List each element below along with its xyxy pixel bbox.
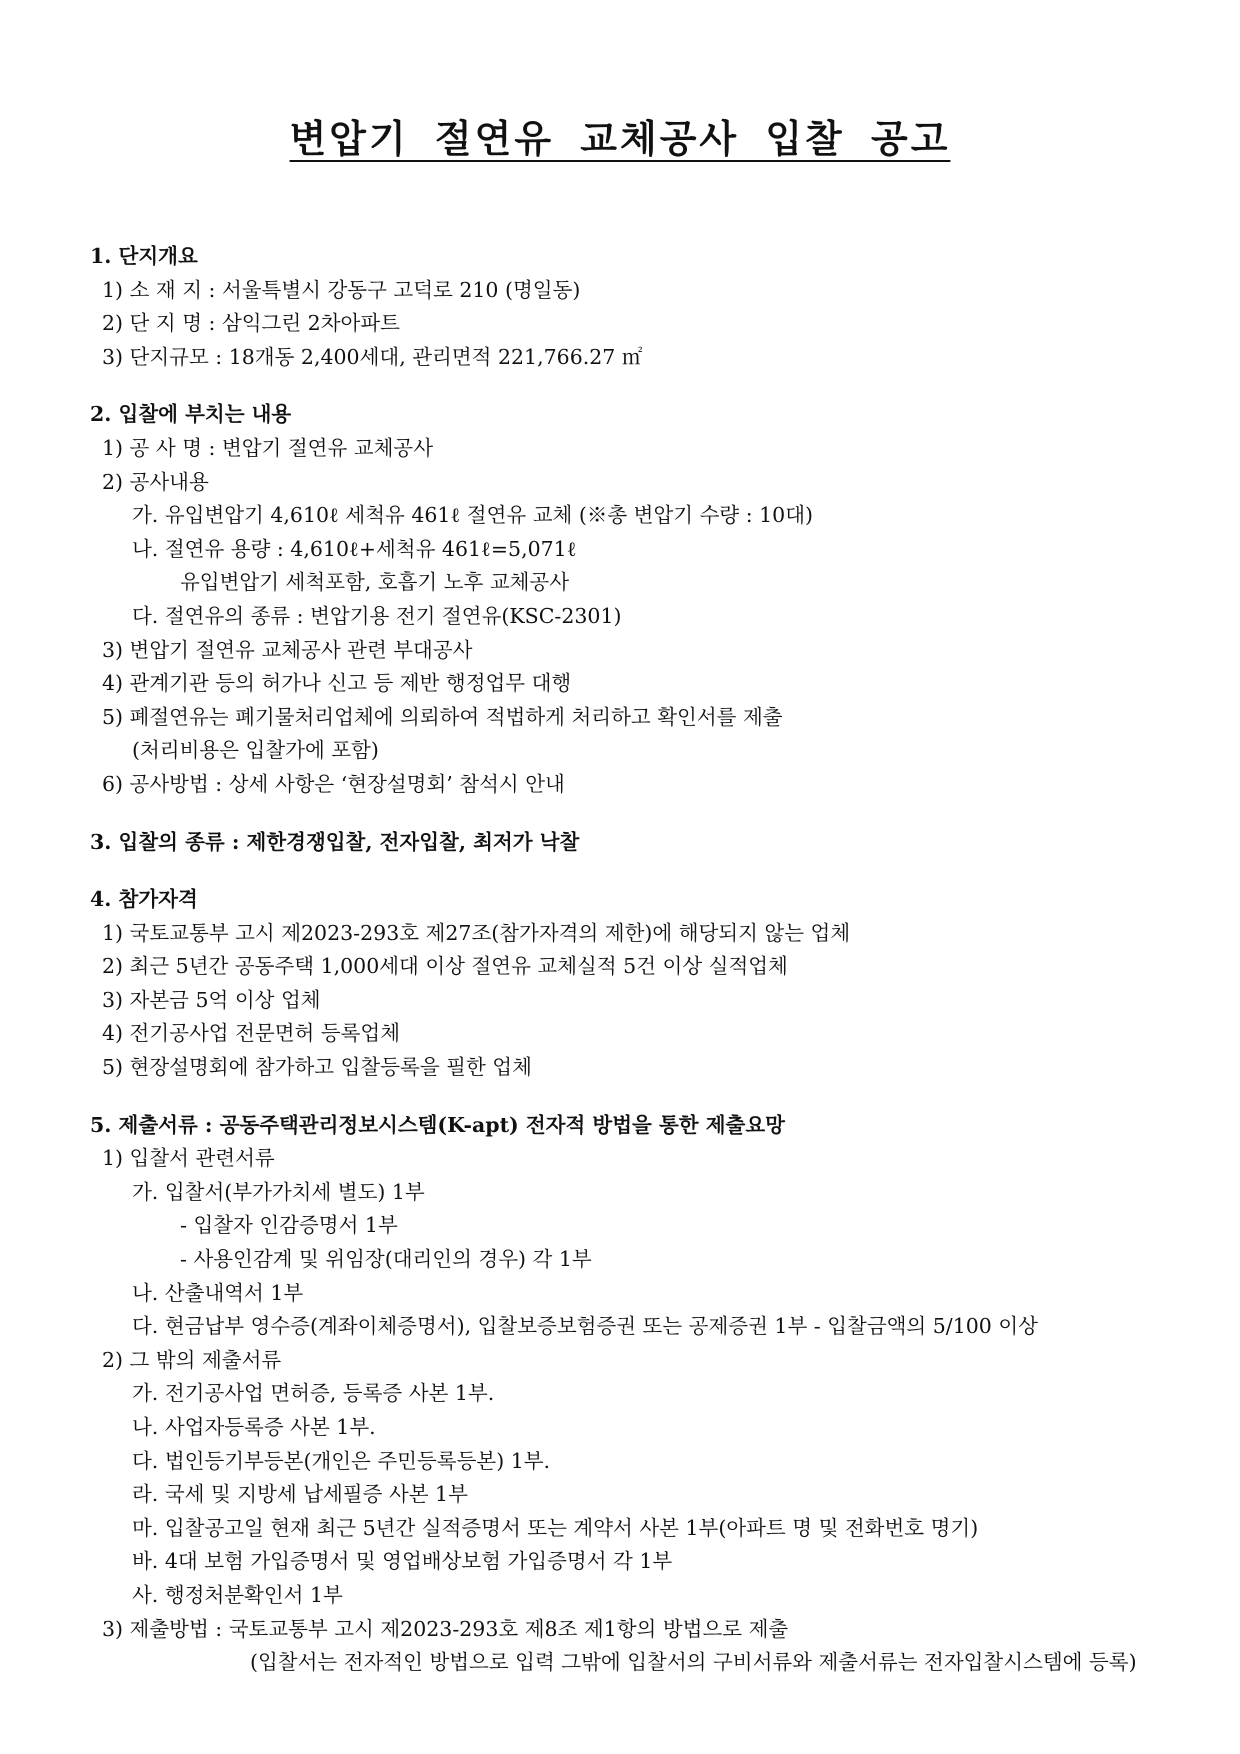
list-item: 3) 단지규모 : 18개동 2,400세대, 관리면적 221,766.27 ㎡ bbox=[102, 344, 643, 369]
sub-list-item: 가. 전기공사업 면허증, 등록증 사본 1부. bbox=[132, 1381, 495, 1406]
document-title: 변압기 절연유 교체공사 입찰 공고 bbox=[289, 116, 951, 161]
list-item: 1) 공 사 명 : 변압기 절연유 교체공사 bbox=[102, 435, 434, 460]
list-item: 2) 최근 5년간 공동주택 1,000세대 이상 절연유 교체실적 5건 이상 실적업체 bbox=[102, 954, 788, 979]
sub-list-item: (입찰서는 전자적인 방법으로 입력 그밖에 입찰서의 구비서류와 제출서류는 전자입찰시스템에 등록) bbox=[250, 1650, 1137, 1675]
section-heading: 4. 참가자격 bbox=[90, 887, 198, 912]
section bbox=[90, 1109, 1170, 1680]
list-item: 5) 현장설명회에 참가하고 입찰등록을 필한 업체 bbox=[102, 1055, 532, 1080]
list-item: 5) 폐절연유는 폐기물처리업체에 의뢰하여 적법하게 처리하고 확인서를 제출 bbox=[102, 704, 783, 729]
document-title-wrap bbox=[0, 108, 1240, 163]
list-item: 2) 공사내용 bbox=[102, 469, 209, 494]
section-heading: 2. 입찰에 부치는 내용 bbox=[90, 402, 292, 427]
sub-list-item: 다. 현금납부 영수증(계좌이체증명서), 입찰보증보험증권 또는 공제증권 1부 - 입찰금액의 5/100 이상 bbox=[132, 1314, 1038, 1339]
list-item: 4) 관계기관 등의 허가나 신고 등 제반 행정업무 대행 bbox=[102, 671, 572, 696]
sub-list-item: 유입변압기 세척포함, 호흡기 노후 교체공사 bbox=[180, 570, 570, 595]
list-item: 1) 국토교통부 고시 제2023-293호 제27조(참가자격의 제한)에 해당되지 않는 업체 bbox=[102, 920, 851, 945]
section-heading: 1. 단지개요 bbox=[90, 244, 198, 268]
section-heading: 5. 제출서류 : 공동주택관리정보시스템(K-apt) 전자적 방법을 통한 제출요망 bbox=[90, 1112, 785, 1137]
list-item: 3) 변압기 절연유 교체공사 관련 부대공사 bbox=[102, 637, 473, 662]
section bbox=[90, 398, 1170, 801]
sub-list-item: 나. 산출내역서 1부 bbox=[132, 1280, 304, 1305]
list-item: 4) 전기공사업 전문면허 등록업체 bbox=[102, 1021, 401, 1046]
sub-list-item: 가. 유입변압기 4,610ℓ 세척유 461ℓ 절연유 교체 (※총 변압기 수량 : 10대) bbox=[132, 503, 814, 528]
list-item: 3) 자본금 5억 이상 업체 bbox=[102, 987, 321, 1012]
sub-list-item: - 사용인감계 및 위임장(대리인의 경우) 각 1부 bbox=[180, 1247, 592, 1272]
sub-list-item: 나. 절연유 용량 : 4,610ℓ+세척유 461ℓ=5,071ℓ bbox=[132, 536, 577, 561]
list-item: 2) 단 지 명 : 삼익그린 2차아파트 bbox=[102, 311, 400, 336]
sub-list-item: 바. 4대 보험 가입증명서 및 영업배상보험 가입증명서 각 1부 bbox=[132, 1549, 673, 1574]
list-item: 3) 제출방법 : 국토교통부 고시 제2023-293호 제8조 제1항의 방법으로 제출 bbox=[102, 1616, 789, 1641]
document-body bbox=[90, 240, 1170, 1704]
sub-list-item: 사. 행정처분확인서 1부 bbox=[132, 1582, 343, 1607]
sub-list-item: 마. 입찰공고일 현재 최근 5년간 실적증명서 또는 계약서 사본 1부(아파트 명 및 전화번호 명기) bbox=[132, 1515, 979, 1540]
sub-list-item: 가. 입찰서(부가가치세 별도) 1부 bbox=[132, 1179, 425, 1204]
sub-list-item: 다. 법인등기부등본(개인은 주민등록등본) 1부. bbox=[132, 1448, 551, 1473]
sub-list-item: (처리비용은 입찰가에 포함) bbox=[132, 738, 379, 763]
list-item: 1) 입찰서 관련서류 bbox=[102, 1146, 275, 1171]
list-item: 2) 그 밖의 제출서류 bbox=[102, 1347, 282, 1372]
list-item: 1) 소 재 지 : 서울특별시 강동구 고덕로 210 (명일동) bbox=[102, 277, 581, 302]
sub-list-item: - 입찰자 인감증명서 1부 bbox=[180, 1213, 398, 1238]
list-item: 6) 공사방법 : 상세 사항은 ‘현장설명회’ 참석시 안내 bbox=[102, 771, 565, 796]
section bbox=[90, 826, 1170, 860]
sub-list-item: 다. 절연유의 종류 : 변압기용 전기 절연유(KSC-2301) bbox=[132, 603, 622, 628]
sub-list-item: 라. 국세 및 지방세 납세필증 사본 1부 bbox=[132, 1482, 468, 1507]
section-heading: 3. 입찰의 종류 : 제한경쟁입찰, 전자입찰, 최저가 낙찰 bbox=[90, 829, 580, 854]
sub-list-item: 나. 사업자등록증 사본 1부. bbox=[132, 1415, 376, 1439]
section bbox=[90, 883, 1170, 1085]
section bbox=[90, 240, 1170, 374]
